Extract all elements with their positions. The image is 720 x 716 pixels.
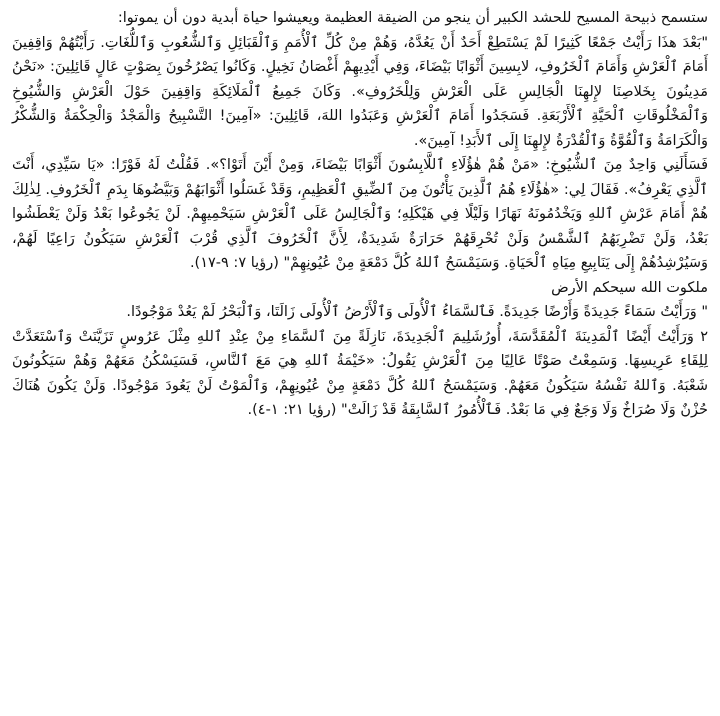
revelation-7-paragraph-1: "بَعْدَ هذَا رَأَيْتُ جَمْعًا كَثِيرًا لَمْ يَسْتَطِعْ أَحَدٌ أَنْ يَعُدَّهُ، وَهُمْ مِنْ كُلِّ ٱلْأُمَمِ وَٱلْقَبَائِلِ وَٱلشُّعُوبِ وَٱللُّغَاتِ. رَأَيْتُهُمْ وَاقِفِينَ أَمَامَ ٱلْعَرْشِ وَأَمَامَ ٱلْخَرُوفِ، لابِسِينَ أَثْوَابًا بَيْضَاءَ، وَفِي أَيْدِيهِمْ أَغْصَانُ نَخِيلٍ. وَكَانُوا يَصْرُخُونَ بِصَوْتٍ عَالٍ قَائِلِينَ: «نَحْنُ مَدِينُونَ بِخَلاصِنَا لإِلهِنَا الْجَالِسِ عَلَى الْعَرْشِ وَلِلْخَرُوفِ». وَكَانَ جَمِيعُ ٱلْمَلَائِكَةِ وَاقِفِينَ حَوْلَ الْعَرْشِ وَالشُّيُوخِ وَٱلْمَخْلُوقَاتِ ٱلْحَيَّةِ ٱلْأَرْبَعَةِ. فَسَجَدُوا أَمَامَ ٱلْعَرْشِ وَعَبَدُوا اللهَ، قَائِلِينَ: «آمِينَ! التَّسْبِيحُ وَالْمَجْدُ وَالْحِكْمَةُ وَالشُّكْرُ وَالْكَرَامَةُ وَٱلْقُوَّةُ وَٱلْقُدْرَةُ لإِلهِنَا إِلَى ٱلأَبَدِ! آمِينَ». [12, 34, 708, 149]
revelation-21-paragraph-1: " وَرَأَيْتُ سَمَاءً جَدِيدَةً وَأَرْضًا جَدِيدَةً. فَٱلسَّمَاءُ ٱلْأُولَى وَٱلْأَرْضُ ٱلْأُولَى زَالَتَا، وَٱلْبَحْرُ لَمْ يَعُدْ مَوْجُودًا. [126, 304, 708, 320]
revelation-21-citation: (رؤيا ٢١: ١-٤). [247, 402, 337, 418]
revelation-7-citation: (رؤيا ٧: ٩-١٧). [189, 255, 279, 271]
revelation-7-quote-text: فَسَأَلَنِي وَاحِدٌ مِنَ ٱلشُّيُوخِ: «مَنْ هُمْ هٰؤُلَاءِ ٱللَّابِسُونَ أَثْوَابًا بَيْضَاءَ، وَمِنْ أَيْنَ أَتَوْا؟». فَقُلْتُ لَهُ فَوْرًا: «يَا سَيِّدِي، أَنْتَ ٱلَّذِي يَعْرِفُ». فَقَالَ لِي: «هٰؤُلَاءِ هُمُ ٱلَّذِينَ يَأْتُونَ مِنَ ٱلضِّيقِ ٱلْعَظِيمِ، وَقَدْ غَسَلُوا أَثْوَابَهُمْ وَبَيَّضُوهَا بِدَمِ ٱلْخَرُوفِ. لِذٰلِكَ هُمْ أَمَامَ عَرْشِ ٱللهِ وَيَخْدُمُونَهُ نَهَارًا وَلَيْلًا فِي هَيْكَلِهِ؛ وَٱلْجَالِسُ عَلَى ٱلْعَرْشِ سَيَحْمِيهِمْ. لَنْ يَجُوعُوا بَعْدُ وَلَنْ يَعْطَشُوا بَعْدُ، وَلَنْ تَضْرِبَهُمُ ٱلشَّمْسُ وَلَنْ تُحْرِقَهُمْ حَرَارَةٌ شَدِيدَةٌ، لِأَنَّ ٱلْخَرُوفَ ٱلَّذِي قُرْبَ ٱلْعَرْشِ سَيَكُونُ رَاعِيًا لَهُمْ، وَسَيُرْشِدُهُمْ إِلَى يَنَابِيعِ مِيَاهِ ٱلْحَيَاةِ. وَسَيَمْسَحُ ٱللهُ كُلَّ دَمْعَةٍ مِنْ عُيُونِهِمْ" [12, 157, 708, 271]
revelation-7-paragraph-2 [12, 153, 708, 276]
intro-text: ستسمح ذبيحة المسيح للحشد الكبير أن ينجو من الضيقة العظيمة ويعيشوا حياة أبدية دون أن يموتوا: [117, 10, 708, 26]
verse-number: ٢ [700, 328, 709, 345]
revelation-21-paragraph-2 [12, 325, 708, 423]
revelation-21-quote-text: وَرَأَيْتُ أَيْضًا ٱلْمَدِينَةَ ٱلْمُقَدَّسَةَ، أُورُشَلِيمَ ٱلْجَدِيدَةَ، نَازِلَةً مِنَ ٱلسَّمَاءِ مِنْ عِنْدِ ٱللهِ مِثْلَ عَرُوسٍ تَزَيَّنَتْ وَٱسْتَعَدَّتْ لِلِقَاءِ عَرِيسِهَا. وَسَمِعْتُ صَوْتًا عَالِيًا مِنَ ٱلْعَرْشِ يَقُولُ: «خَيْمَةُ ٱللهِ هِيَ مَعَ ٱلنَّاسِ، فَسَيَسْكُنُ مَعَهُمْ وَهُمْ سَيَكُونُونَ شَعْبَهُ. وَٱللهُ نَفْسُهُ سَيَكُونُ مَعَهُمْ. وَسَيَمْسَحُ ٱللهُ كُلَّ دَمْعَةٍ مِنْ عُيُونِهِمْ، وَٱلْمَوْتُ لَنْ يَعُودَ مَوْجُودًا. وَلَنْ يَكُونَ هُنَاكَ حُزْنٌ وَلَا صُرَاخٌ وَلَا وَجَعٌ فِي مَا بَعْدُ. فَٱلْأُمُورُ ٱلسَّابِقَةُ قَدْ زَالَتْ" [12, 328, 708, 418]
section-heading: ملكوت الله سيحكم الأرض [551, 279, 708, 296]
